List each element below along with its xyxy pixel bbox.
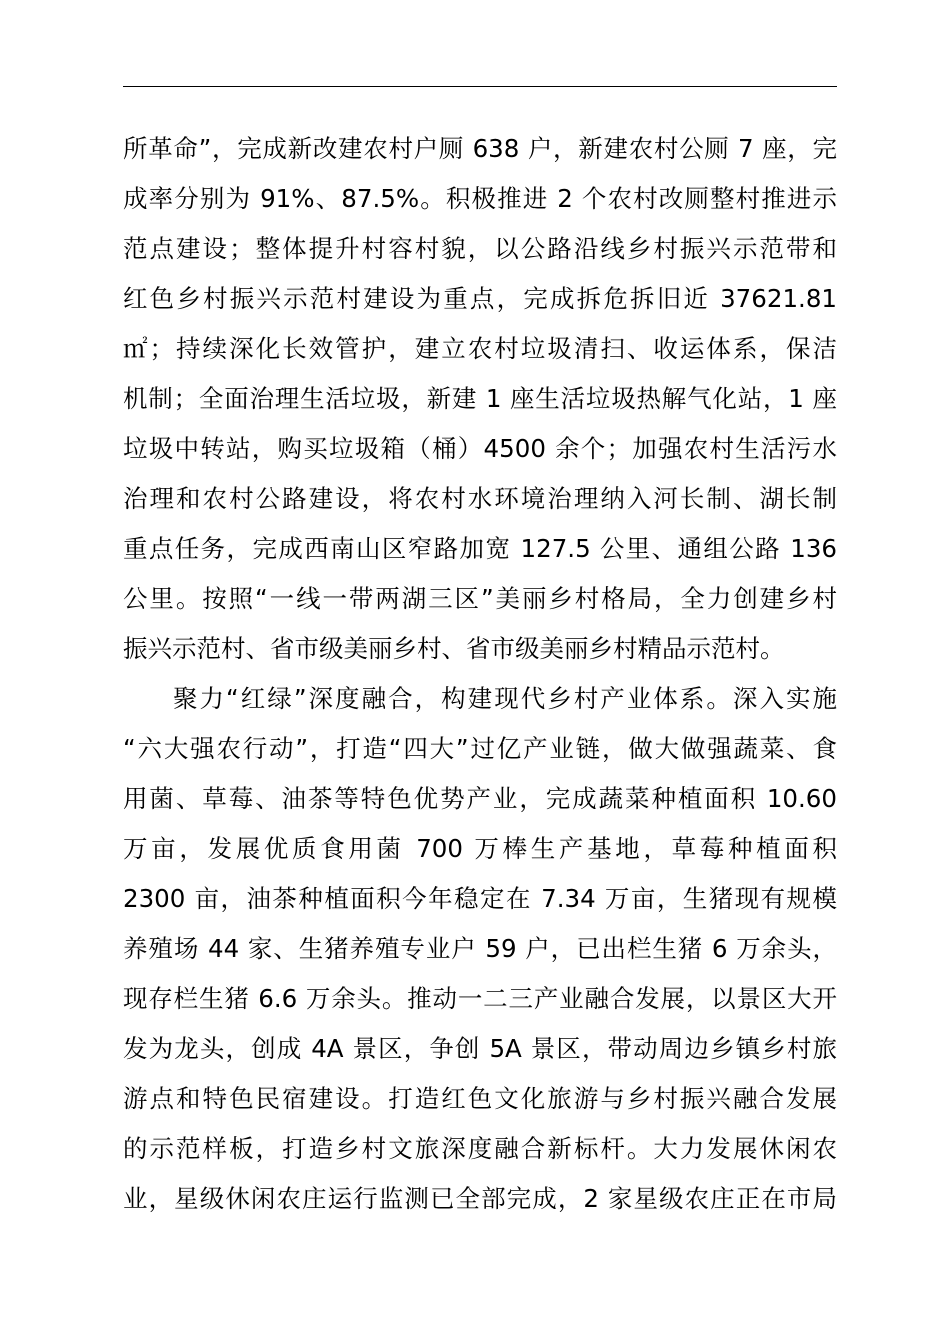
text-line: 所革命”，完成新改建农村户厕 638 户，新建农村公厕 7 座，完 bbox=[123, 134, 837, 163]
text-line: “六大强农行动”，打造“四大”过亿产业链，做大做强蔬菜、食 bbox=[123, 734, 837, 763]
text-line: 游点和特色民宿建设。打造红色文化旅游与乡村振兴融合发展 bbox=[123, 1084, 837, 1113]
text-line: 机制；全面治理生活垃圾，新建 1 座生活垃圾热解气化站，1 座 bbox=[123, 384, 837, 413]
text-line: 红色乡村振兴示范村建设为重点，完成拆危拆旧近 37621.81 bbox=[123, 284, 837, 313]
text-line: 万亩，发展优质食用菌 700 万棒生产基地，草莓种植面积 bbox=[123, 834, 837, 863]
text-line: 重点任务，完成西南山区窄路加宽 127.5 公里、通组公路 136 bbox=[123, 534, 837, 563]
text-line: 2300 亩，油茶种植面积今年稳定在 7.34 万亩，生猪现有规模 bbox=[123, 884, 837, 913]
text-line: 垃圾中转站，购买垃圾箱（桶）4500 余个；加强农村生活污水 bbox=[123, 434, 837, 463]
header-rule bbox=[123, 86, 837, 87]
text-line: ㎡；持续深化长效管护，建立农村垃圾清扫、收运体系，保洁 bbox=[123, 334, 837, 363]
text-line: 公里。按照“一线一带两湖三区”美丽乡村格局，全力创建乡村 bbox=[123, 584, 837, 613]
text-line: 业，星级休闲农庄运行监测已全部完成，2 家星级农庄正在市局 bbox=[123, 1184, 837, 1213]
paragraph-first-line: 聚力“红绿”深度融合，构建现代乡村产业体系。深入实施 bbox=[173, 684, 837, 713]
text-line: 现存栏生猪 6.6 万余头。推动一二三产业融合发展，以景区大开 bbox=[123, 984, 837, 1013]
text-line: 的示范样板，打造乡村文旅深度融合新标杆。大力发展休闲农 bbox=[123, 1134, 837, 1163]
text-line: 治理和农村公路建设，将农村水环境治理纳入河长制、湖长制 bbox=[123, 484, 837, 513]
text-line: 成率分别为 91%、87.5%。积极推进 2 个农村改厕整村推进示 bbox=[123, 184, 837, 213]
body-text bbox=[123, 124, 837, 1224]
text-line: 范点建设；整体提升村容村貌，以公路沿线乡村振兴示范带和 bbox=[123, 234, 837, 263]
paragraph-last-line: 振兴示范村、省市级美丽乡村、省市级美丽乡村精品示范村。 bbox=[123, 634, 785, 663]
text-line: 养殖场 44 家、生猪养殖专业户 59 户，已出栏生猪 6 万余头， bbox=[123, 934, 837, 963]
text-line: 用菌、草莓、油茶等特色优势产业，完成蔬菜种植面积 10.60 bbox=[123, 784, 837, 813]
text-line: 发为龙头，创成 4A 景区，争创 5A 景区，带动周边乡镇乡村旅 bbox=[123, 1034, 837, 1063]
